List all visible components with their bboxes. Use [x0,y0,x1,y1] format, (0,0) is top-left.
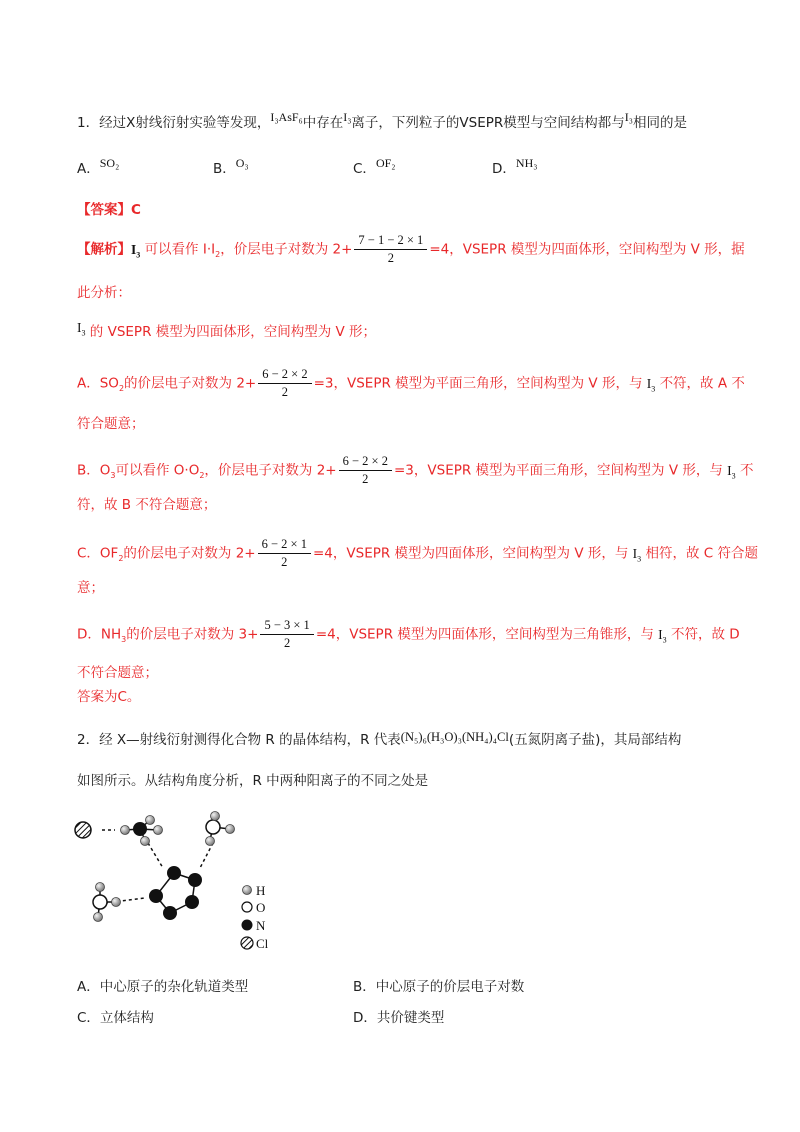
hydrogen-atom [121,826,130,835]
q1-analysis-a-line1 [77,366,745,401]
legend-hydrogen-icon [243,886,252,895]
q1-option-d[interactable] [492,156,537,177]
legend-nitrogen-label: N [256,918,266,933]
option-letter: B． [353,979,376,995]
analysis-text: B．O [77,462,111,479]
nitrogen-atom [133,822,147,836]
q1-analysis-d-line2: 不符合题意； [77,665,158,681]
option-letter: D． [353,1010,377,1026]
q1-answer [77,200,141,220]
fraction-denominator: 2 [281,555,288,569]
analysis-text: =4，VSEPR 模型为四面体形，空间构型为 V 形，与 [312,545,629,562]
analysis-text: =3，VSEPR 模型为平面三角形，空间构型为 V 形，与 [313,375,643,392]
option-text: 共价键类型 [376,1010,445,1026]
legend-oxygen-icon [242,902,252,912]
analysis-text: 的价层电子对数为 3+ [126,626,259,643]
hydrogen-atom [96,883,105,892]
analysis-text: 可以看作 I·I [144,241,216,258]
q1-conclusion: 答案为C。 [77,689,141,705]
option-letter: C． [353,161,376,177]
q2-stem-line1 [77,727,681,750]
fraction-numerator: 6 − 2 × 1 [258,536,311,554]
q2-text: (五氮阴离子盐)，其局部结构 [508,732,682,748]
q1-analysis-a-line2: 符合题意； [77,416,145,432]
q2-option-d[interactable] [353,1006,444,1026]
ion-formula: $I_3$ [727,462,736,481]
fraction [339,453,392,488]
q2-option-a[interactable] [77,975,248,995]
option-formula: O₃ [235,156,249,170]
option-text: 中心原子的价层电子对数 [375,979,525,995]
subscript: 2 [215,250,221,260]
q2-number: 2． [77,732,100,748]
answer-value: C [131,202,141,218]
option-letter: D． [492,161,516,177]
hydrogen-atom [94,913,103,922]
fraction [258,536,311,571]
option-letter: C． [77,1010,100,1026]
analysis-text: 的 VSEPR 模型为四面体形，空间构型为 V 形； [89,324,377,340]
subscript: 2 [199,471,205,481]
q1-compound-formula: I₃AsF₆ [270,110,303,124]
fraction-numerator: 6 − 2 × 2 [258,366,311,384]
ion-formula: $I_3$ [646,375,656,394]
option-letter: B． [213,161,236,177]
option-letter: A． [77,979,100,995]
h-bond [148,843,163,868]
subscript: 3 [110,471,116,481]
answer-label: 【答案】 [77,202,131,218]
oxygen-atom [93,895,107,909]
analysis-text: =3，VSEPR 模型为平面三角形，空间构型为 V 形，与 [393,462,723,479]
legend-chlorine-label: Cl [256,936,269,951]
nitrogen-atom [167,866,181,880]
q1-option-a[interactable] [77,156,119,177]
analysis-text: ，价层电子对数为 2+ [220,241,353,258]
q1-analysis-b-line2: 符，故 B 不符合题意； [77,497,217,513]
q1-option-b[interactable] [213,156,249,177]
hydrogen-atom [112,898,121,907]
hydrogen-atom [226,825,235,834]
fraction-denominator: 2 [281,385,289,399]
structure-figure [70,810,290,964]
q1-number: 1． [77,115,100,131]
q1-analysis-line2: 此分析： [77,285,131,301]
analysis-text: ，价层电子对数为 2+ [204,462,337,479]
fraction-denominator: 2 [362,472,369,486]
hydrogen-atom [154,826,163,835]
q1-analysis-line1 [77,232,745,267]
q1-stem [77,107,687,133]
option-formula: SO₂ [99,156,120,170]
analysis-label: 【解析】 [77,241,131,258]
ion-formula: $I_3$ [131,241,141,260]
hydrogen-atom [146,816,155,825]
option-letter: A． [77,161,100,177]
q1-text-mid2: 离子，下列粒子的VSEPR模型与空间结构都与 [351,115,625,131]
fraction-denominator: 2 [387,251,394,265]
analysis-text: D．NH [77,626,122,643]
fraction-denominator: 2 [284,636,291,650]
crystal-structure-diagram [70,810,290,960]
fraction-numerator: 7 − 1 − 2 × 1 [354,232,427,250]
nitrogen-atom [188,873,202,887]
nitrogen-atom [149,889,163,903]
q2-formula: (N₅)₆(H₃O)₃(NH₄)₄Cl [400,730,509,744]
fraction-numerator: 6 − 2 × 2 [339,453,392,471]
analysis-text: =4，VSEPR 模型为四面体形，空间构型为三角锥形，与 [315,626,654,643]
option-formula: OF₂ [375,156,396,170]
ion-formula: $I_3$ [658,626,667,645]
analysis-text: 可以看作 O·O [115,462,200,479]
fraction-numerator: 5 − 3 × 1 [260,617,313,635]
fraction [354,232,427,267]
h-bond [200,843,213,868]
hydrogen-atom [141,837,150,846]
q1-text-end: 相同的是 [632,115,687,131]
q1-analysis-b-line1 [77,453,753,488]
legend-chlorine-icon [241,937,253,949]
q2-stem-line2: 如图所示。从结构角度分析，R 中两种阳离子的不同之处是 [77,773,429,789]
legend-hydrogen-label: H [256,883,266,898]
analysis-text: 不符，故 D [670,626,740,643]
q1-analysis-d-line1 [77,617,740,652]
analysis-text: C．OF [77,545,119,562]
q1-text-before: 经过X射线衍射实验等发现， [99,115,271,131]
analysis-text: 不符，故 A 不 [659,375,745,392]
analysis-text: 不 [739,462,754,479]
ion-formula: $I_3$ [77,320,86,338]
hydrogen-atom [211,812,220,821]
q1-analysis-c-line2: 意； [77,580,104,596]
q1-option-c[interactable] [353,156,395,177]
subscript: 3 [121,635,127,645]
q1-ion-formula-2: I₃ [624,110,633,124]
analysis-text: =4，VSEPR 模型为四面体形，空间构型为 V 形，据 [429,241,745,258]
legend-oxygen-label: O [256,900,266,915]
nitrogen-atom [185,895,199,909]
option-formula: NH₃ [515,156,538,170]
hydrogen-atom [206,837,215,846]
option-text: 立体结构 [99,1010,154,1026]
fraction [260,617,313,652]
q1-analysis-line3 [77,318,376,344]
ion-formula: $I_3$ [632,545,642,564]
analysis-text: A．SO [77,375,119,392]
q2-option-c[interactable] [77,1006,154,1026]
fraction [258,366,311,401]
analysis-text: 相符，故 C 符合题 [645,545,758,562]
q1-analysis-c-line1 [77,536,758,571]
q1-text-mid1: 中存在 [302,115,344,131]
q1-ion-formula: I₃ [343,110,352,124]
q2-option-b[interactable] [353,975,524,995]
legend [241,883,269,951]
subscript: 2 [118,384,125,394]
chloride-atom [75,822,91,838]
q2-text: 经 X—射线衍射测得化合物 R 的晶体结构，R 代表 [99,732,401,748]
oxygen-atom [206,820,220,834]
legend-nitrogen-icon [242,920,253,931]
analysis-text: 的价层电子对数为 2+ [124,375,257,392]
option-text: 中心原子的杂化轨道类型 [99,979,249,995]
subscript: 2 [118,554,124,564]
nitrogen-atom [163,906,177,920]
analysis-text: 的价层电子对数为 2+ [123,545,256,562]
